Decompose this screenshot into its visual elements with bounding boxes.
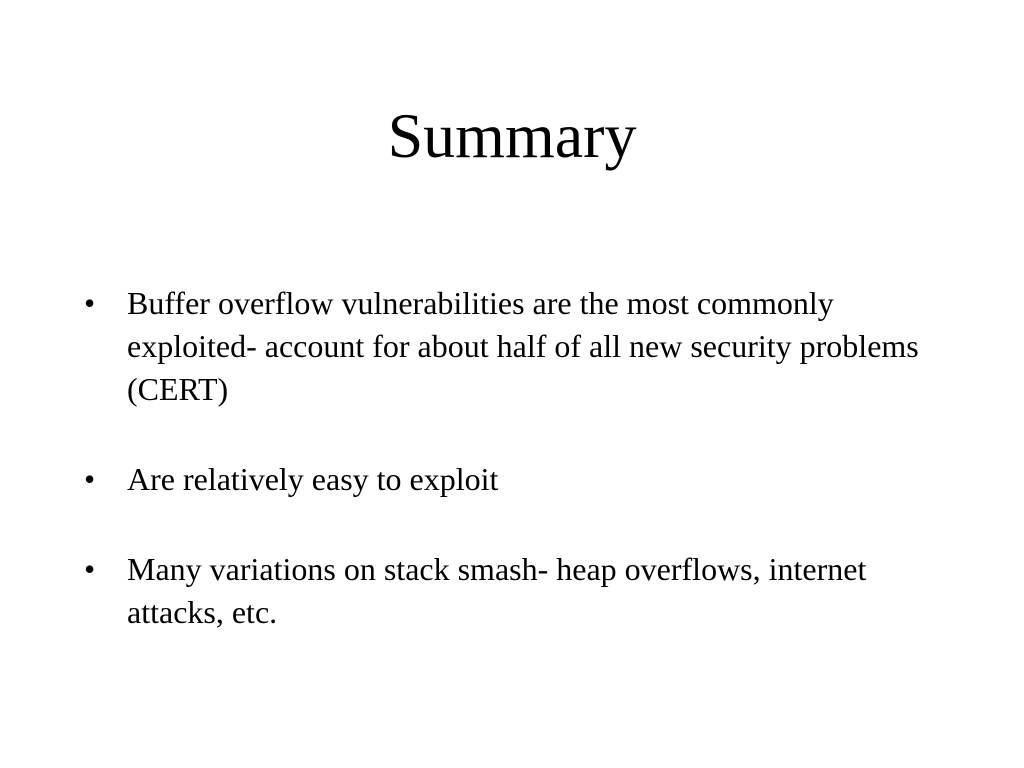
bullet-item [84,282,964,411]
bullet-item [84,548,964,634]
bullet-list [84,282,964,681]
bullet-marker-icon: • [84,285,96,321]
slide-title: Summary [387,100,637,171]
bullet-item [84,458,964,501]
bullet-text: Are relatively easy to exploit [127,461,499,497]
bullet-marker-icon: • [84,461,96,497]
bullet-marker-icon: • [84,551,96,587]
bullet-text: Buffer overflow vulnerabilities are the most commonly exploited- account for about half of all new security problems (CERT) [127,285,919,407]
bullet-text: Many variations on stack smash- heap overflows, internet attacks, etc. [127,551,867,630]
